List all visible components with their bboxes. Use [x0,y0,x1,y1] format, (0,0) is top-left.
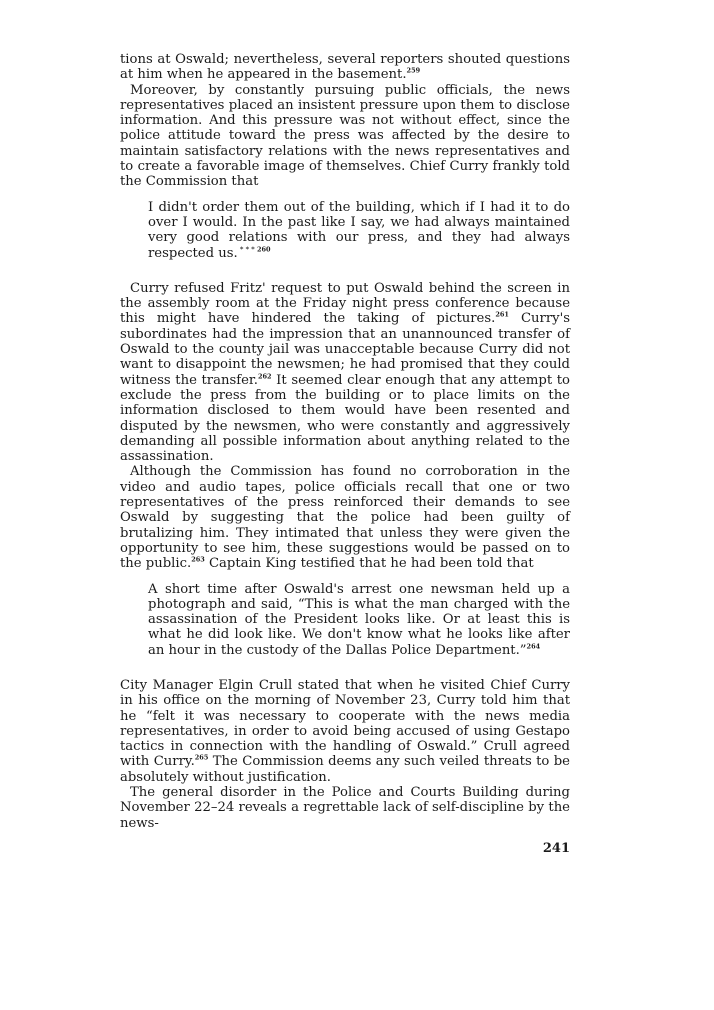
page-number: 241 [542,840,570,856]
paragraph-curry-refused: Curry refused Fritz' request to put Oswald behind the screen in the assembly room at the Friday night press conference because this might have hindered the taking of pictures.$^{261}$ Curry's subordinates had the impression that an unannounced transfer of Oswald to the county jail was unacceptable because Curry did not want to disappoint the newsmen; he had promised that they could witness the transfer.$^{262}$ It seemed clear enough that any attempt to exclude the press from the building or to place limits on the information disclosed to them would have been resented and disputed by the newsmen, who were constantly and aggressively demanding all possible information about anything related to the assassination. [120,280,570,465]
footnote-ref: 263 [191,555,205,564]
paragraph-continuation: tions at Oswald; nevertheless, several reporters shouted questions at him when he appeared in the basement.$^{259}$ [120,52,570,83]
block-quote-king: A short time after Oswald's arrest one newsman held up a photograph and said, “This is what the man charged with the assassination of the President looks like. Or at least this is what he did look like. We don't know what he looks like after an hour in the custody of the Dallas Police Department.”$^{264}$ [148,581,570,658]
footnote-ref: 264 [526,642,541,651]
paragraph-press-pressure: Moreover, by constantly pursuing public officials, the news representatives placed an insistent pressure upon them to disclose information. And this pressure was not without effect, since the police attitude toward the press was affected by the desire to maintain satisfactory relations with the news representatives and to create a favorable image of themselves. Chief Curry frankly told the Commission that [120,82,570,190]
footnote-ref: 259 [406,66,421,75]
footnote-ref: * * * 260 [237,245,271,254]
paragraph-corroboration: Although the Commission has found no corroboration in the video and audio tapes, police officials recall that one or two representatives of the press reinforced their demands to see Oswald by suggesting that the police had been guilty of brutalizing him. They intimated that unless they were given the opportunity to see him, these suggestions would be passed on to the public.$^{263}$ Captain King testified that he had been told that [120,464,570,572]
footnote-ref: 261 [495,311,509,320]
paragraph-general-disorder: The general disorder in the Police and Courts Building during November 22–24 reveals a regrettable lack of self-discipline by the news- [120,785,570,831]
paragraph-crull: City Manager Elgin Crull stated that when he visited Chief Curry in his office on the morning of November 23, Curry told him that he “felt it was necessary to cooperate with the news media representatives, in order to avoid being accused of using Gestapo tactics in connection with the handling of Oswald.” Crull agreed with Curry.$^{265}$ The Commission deems any such veiled threats to be absolutely without justification. [120,677,570,785]
footnote-ref: 265 [194,754,209,763]
document-page [120,52,570,856]
footnote-ref: 262 [257,372,272,381]
block-quote-curry: I didn't order them out of the building, which if I had it to do over I would. In the past like I say, we had always maintained very good relations with our press, and they had always respected us. $^{* * * 260}$ [148,199,570,261]
